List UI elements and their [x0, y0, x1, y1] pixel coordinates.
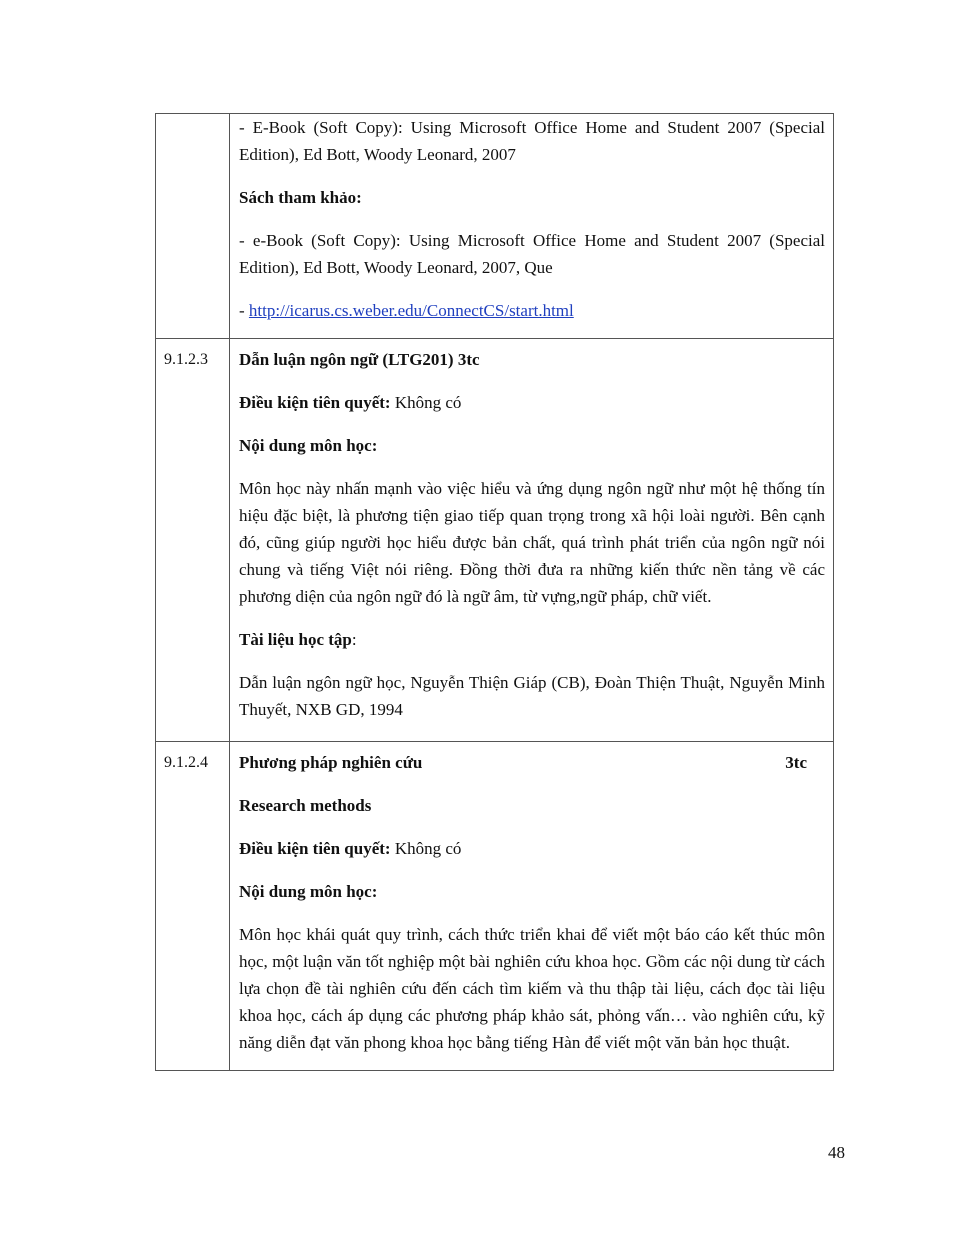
course-table — [155, 113, 834, 1071]
content-heading: Nội dung môn học: — [239, 882, 378, 901]
course-title: Phương pháp nghiên cứu — [239, 753, 423, 772]
number-cell — [156, 114, 230, 339]
prerequisite-value: Không có — [390, 839, 462, 858]
prerequisite-value: Không có — [390, 393, 462, 412]
table-row — [156, 339, 834, 742]
number-cell — [156, 339, 230, 742]
link-line — [239, 297, 825, 324]
link-prefix: - — [239, 301, 249, 320]
course-title: Dẫn luận ngôn ngữ (LTG201) 3tc — [239, 350, 480, 369]
prerequisite — [239, 389, 825, 416]
materials-text: Dẫn luận ngôn ngữ học, Nguyễn Thiện Giáp (CB), Đoàn Thiện Thuật, Nguyễn Minh Thuyết, NXB GD, 1994 — [239, 673, 825, 719]
course-title-row — [239, 749, 825, 776]
materials-label: Tài liệu học tập — [239, 630, 352, 649]
course-number: 9.1.2.4 — [164, 754, 208, 771]
content-cell — [230, 742, 834, 1071]
content-heading: Nội dung môn học: — [239, 436, 378, 455]
number-cell — [156, 742, 230, 1071]
course-description: Môn học này nhấn mạnh vào việc hiểu và ứng dụng ngôn ngữ như một hệ thống tín hiệu đặc biệt, là phương tiện giao tiếp quan trọng trong xã hội loài người. Bên cạnh đó, cũng giúp người học hiểu được bản chất, quá trình phát triển của ngôn ngữ nói chung và tiếng Việt nói riêng. Đồng thời đưa ra những kiến thức nền tảng về các phương diện của ngôn ngữ đó là ngữ âm, từ vựng,ngữ pháp, chữ viết. — [239, 479, 825, 606]
course-number: 9.1.2.3 — [164, 351, 208, 368]
table-row — [156, 114, 834, 339]
reference-link[interactable]: http://icarus.cs.weber.edu/ConnectCS/start.html — [248, 301, 574, 320]
course-description: Môn học khái quát quy trình, cách thức triển khai để viết một báo cáo kết thúc môn học, một luận văn tốt nghiệp một bài nghiên cứu khoa học. Gồm các nội dung từ cách lựa chọn đề tài nghiên cứu đến cách tìm kiếm và thu thập tài liệu, cách đọc tài liệu khoa học, cách áp dụng các phương pháp khảo sát, phỏng vấn… vào nghiên cứu, kỹ năng diễn đạt văn phong khoa học bằng tiếng Hàn để viết một văn bản học thuật. — [239, 925, 825, 1052]
course-credits: 3tc — [785, 753, 807, 772]
ebook-entry: - E-Book (Soft Copy): Using Microsoft Office Home and Student 2007 (Special Edition), Ed Bott, Woody Leonard, 2007 — [239, 118, 825, 164]
reference-heading: Sách tham khảo: — [239, 188, 362, 207]
materials-heading — [239, 626, 825, 653]
ebook-entry: - e-Book (Soft Copy): Using Microsoft Office Home and Student 2007 (Special Edition), Ed Bott, Woody Leonard, 2007, Que — [239, 231, 825, 277]
prerequisite-label: Điều kiện tiên quyết: — [239, 839, 391, 858]
materials-colon: : — [351, 630, 357, 649]
page-number: 48 — [828, 1143, 845, 1162]
table-row — [156, 742, 834, 1071]
content-cell — [230, 339, 834, 742]
content-cell — [230, 114, 834, 339]
prerequisite-label: Điều kiện tiên quyết: — [239, 393, 391, 412]
prerequisite — [239, 835, 825, 862]
course-subtitle: Research methods — [239, 796, 372, 815]
